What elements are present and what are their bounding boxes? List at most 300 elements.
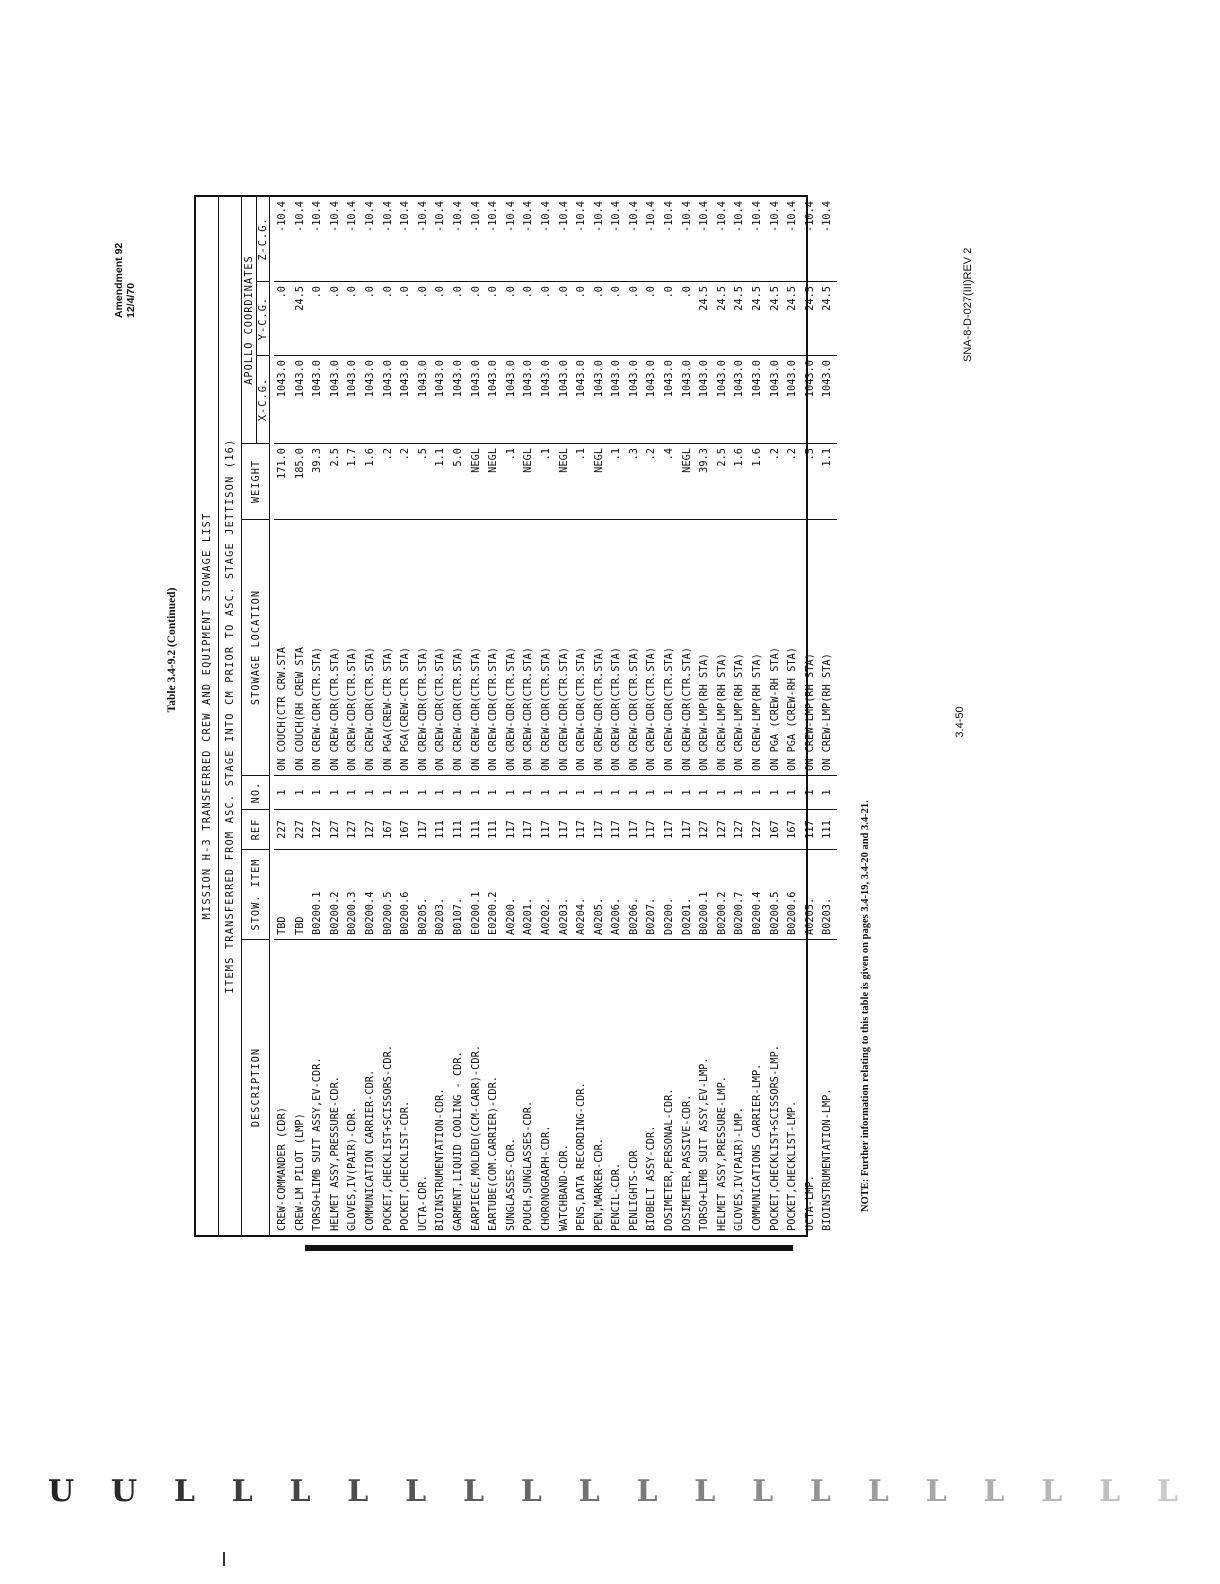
cell-stow: B0200.6	[784, 849, 802, 939]
cell-loc: ON CREW-CDR(CTR.STA)	[643, 519, 661, 775]
strip-glyph: U	[110, 1474, 138, 1509]
strip-glyph: L	[289, 1474, 311, 1509]
cell-x: 1043.0	[397, 355, 415, 443]
col-no: NO.	[242, 775, 269, 809]
cell-ref: 111	[432, 809, 450, 849]
cell-desc: EARTUBE(COM.CARRIER)-CDR.	[485, 939, 503, 1235]
cell-stow: A0205.	[802, 849, 820, 939]
cell-loc: ON CREW-CDR(CTR.STA)	[591, 519, 609, 775]
table-row	[696, 197, 714, 1235]
cell-wt: .1	[503, 443, 521, 519]
table-row	[327, 197, 345, 1235]
cell-z: -10.4	[451, 201, 464, 232]
table-subtitle: ITEMS TRANSFERRED FROM ASC. STAGE INTO CM PRIOR TO ASC. STAGE JETTISON (16)	[224, 438, 236, 994]
cell-stow: A0202.	[538, 849, 556, 939]
cell-x: 1043.0	[661, 355, 679, 443]
strip-glyph: L	[636, 1474, 658, 1509]
cell-loc: ON CREW-LMP(RH STA)	[731, 519, 749, 775]
cell-no: 1	[468, 775, 486, 809]
cell-x: 1043.0	[767, 355, 785, 443]
strip-glyph: L	[462, 1474, 485, 1509]
cell-wt: .1	[538, 443, 556, 519]
col-stowage-location: STOWAGE LOCATION	[242, 519, 269, 775]
cell-desc: DOSIMETER,PERSONAL-CDR.	[661, 939, 679, 1235]
amendment-header	[113, 243, 137, 318]
cell-wt: 1.6	[362, 443, 380, 519]
cell-y: .0	[344, 281, 362, 355]
table-row	[503, 197, 521, 1235]
cell-ref: 117	[520, 809, 538, 849]
cell-desc: BIOBELT ASSY-CDR.	[643, 939, 661, 1235]
cell-desc: CHORONOGRAPH-CDR.	[538, 939, 556, 1235]
cell-loc: ON CREW-CDR(CTR.STA)	[520, 519, 538, 775]
cell-y: 24.5	[819, 281, 837, 355]
cell-loc: ON CREW-CDR(CTR.STA)	[485, 519, 503, 775]
strip-glyph: L	[347, 1474, 369, 1509]
cell-wt: 2.5	[714, 443, 732, 519]
cell-loc: ON CREW-CDR(CTR.STA)	[432, 519, 450, 775]
cell-x: 1043.0	[679, 355, 697, 443]
cell-stow: B0207.	[643, 849, 661, 939]
cell-ref: 127	[696, 809, 714, 849]
cell-desc: GLOVES,IV(PAIR)-CDR.	[344, 939, 362, 1235]
cell-y: 24.5	[749, 281, 767, 355]
table-row	[608, 197, 626, 1235]
cell-loc: ON CREW-LMP(RH STA)	[819, 519, 837, 775]
strip-glyph: L	[1041, 1474, 1063, 1509]
cell-z: -10.4	[557, 201, 570, 232]
cell-stow: E0200.1	[468, 849, 486, 939]
cell-loc: ON CREW-CDR(CTR.STA)	[573, 519, 591, 775]
cell-z: -10.4	[592, 201, 605, 232]
table-row	[362, 197, 380, 1235]
cell-z: -10.4	[328, 201, 341, 232]
cell-x: 1043.0	[802, 355, 820, 443]
cell-x: 1043.0	[538, 355, 556, 443]
cell-wt: .1	[573, 443, 591, 519]
cell-wt: 1.7	[344, 443, 362, 519]
cell-x: 1043.0	[415, 355, 433, 443]
cell-no: 1	[661, 775, 679, 809]
cell-ref: 127	[749, 809, 767, 849]
table-row	[556, 197, 574, 1235]
cell-ref: 127	[714, 809, 732, 849]
cell-stow: A0206.	[608, 849, 626, 939]
cell-x: 1043.0	[591, 355, 609, 443]
cell-wt: .2	[397, 443, 415, 519]
table-row	[661, 197, 679, 1235]
cell-z: -10.4	[416, 201, 429, 232]
cell-stow: A0203.	[556, 849, 574, 939]
cell-wt: NEGL	[485, 443, 503, 519]
table-row	[274, 197, 292, 1235]
table-row	[397, 197, 415, 1235]
cell-y: .0	[415, 281, 433, 355]
cell-wt: 5.0	[450, 443, 468, 519]
cell-desc: GLOVES,IV(PAIR)-LMP.	[731, 939, 749, 1235]
cell-ref: 167	[397, 809, 415, 849]
document-id: SNA-8-D-027(III)REV 2	[962, 247, 974, 362]
cell-y: 24.5	[696, 281, 714, 355]
col-stow-item: STOW. ITEM	[242, 849, 269, 939]
strip-glyph: L	[694, 1474, 716, 1509]
cell-loc: ON CREW-CDR(CTR.STA)	[679, 519, 697, 775]
cell-z: -10.4	[399, 201, 412, 232]
cell-x: 1043.0	[380, 355, 398, 443]
cell-z: -10.4	[733, 201, 746, 232]
cell-stow: B0200.5	[767, 849, 785, 939]
cell-y: .0	[538, 281, 556, 355]
table-title: MISSION H-3 TRANSFERRED CREW AND EQUIPMENT STOWAGE LIST	[196, 197, 219, 1235]
cell-z: -10.4	[610, 201, 623, 232]
cell-wt: 2.5	[327, 443, 345, 519]
cell-stow: B0203.	[432, 849, 450, 939]
cell-wt: .5	[415, 443, 433, 519]
cell-ref: 127	[344, 809, 362, 849]
cell-stow: B0200.4	[749, 849, 767, 939]
cell-x: 1043.0	[608, 355, 626, 443]
cell-no: 1	[784, 775, 802, 809]
cell-desc: PEN,MARKER-CDR.	[591, 939, 609, 1235]
cell-desc: PENS,DATA RECORDING-CDR.	[573, 939, 591, 1235]
cell-desc: SUNGLASSES-CDR.	[503, 939, 521, 1235]
cell-y: 24.5	[731, 281, 749, 355]
cell-stow: B0200.1	[696, 849, 714, 939]
cell-ref: 167	[767, 809, 785, 849]
col-x-cg: X-C.G.	[257, 355, 269, 443]
table-row	[714, 197, 732, 1235]
cell-stow: A0204.	[573, 849, 591, 939]
cell-ref: 117	[591, 809, 609, 849]
cell-wt: NEGL	[468, 443, 486, 519]
cell-y: .0	[608, 281, 626, 355]
cell-x: 1043.0	[749, 355, 767, 443]
cell-desc: POCKET,CHECKLIST+SCISSORS-CDR.	[380, 939, 398, 1235]
cell-ref: 117	[415, 809, 433, 849]
cell-no: 1	[626, 775, 644, 809]
table-row	[643, 197, 661, 1235]
cell-x: 1043.0	[503, 355, 521, 443]
cell-y: 24.5	[714, 281, 732, 355]
cell-x: 1043.0	[731, 355, 749, 443]
cell-loc: ON COUCH(RH CREW STA	[292, 519, 310, 775]
cell-y: 24.5	[767, 281, 785, 355]
table-row	[292, 197, 310, 1235]
col-y-cg: Y-C.G.	[257, 281, 269, 355]
cell-y: .0	[643, 281, 661, 355]
cell-no: 1	[520, 775, 538, 809]
cell-loc: ON CREW-CDR(CTR.STA)	[626, 519, 644, 775]
cell-y: .0	[468, 281, 486, 355]
cell-no: 1	[292, 775, 310, 809]
cell-no: 1	[696, 775, 714, 809]
cell-ref: 227	[274, 809, 292, 849]
cell-loc: ON CREW-CDR(CTR.STA)	[327, 519, 345, 775]
cell-z: -10.4	[751, 201, 764, 232]
cell-stow: E0200.2	[485, 849, 503, 939]
cell-y: 24.5	[784, 281, 802, 355]
cell-ref: 167	[784, 809, 802, 849]
cell-loc: ON CREW-CDR(CTR.STA)	[415, 519, 433, 775]
cell-desc: CREW-COMMANDER (CDR)	[274, 939, 292, 1235]
cell-ref: 117	[573, 809, 591, 849]
cell-desc: TORSO+LIMB SUIT ASSY,EV-CDR.	[309, 939, 327, 1235]
cell-x: 1043.0	[327, 355, 345, 443]
cell-z: -10.4	[768, 201, 781, 232]
cell-no: 1	[362, 775, 380, 809]
cell-wt: 1.6	[731, 443, 749, 519]
table-row	[679, 197, 697, 1235]
cell-desc: COMMUNICATIONS CARRIER-LMP.	[749, 939, 767, 1235]
table-row	[432, 197, 450, 1235]
cell-ref: 117	[538, 809, 556, 849]
strip-glyph: L	[1156, 1474, 1178, 1509]
cell-desc: TORSO+LIMB SUIT ASSY,EV-LMP.	[696, 939, 714, 1235]
cell-ref: 117	[503, 809, 521, 849]
strip-glyph: L	[752, 1474, 774, 1509]
cell-x: 1043.0	[292, 355, 310, 443]
apollo-coordinates-group	[242, 197, 269, 443]
cell-z: -10.4	[627, 201, 640, 232]
divider-bar	[305, 1245, 793, 1251]
cell-desc: UCTA-LMP.	[802, 939, 820, 1235]
table-caption: Table 3.4-9.2 (Continued)	[166, 587, 178, 713]
table-row	[819, 197, 837, 1235]
strip-glyph: L	[231, 1474, 253, 1509]
strip-glyph: L	[1099, 1474, 1121, 1509]
cell-desc: GARMENT,LIQUID COOLING - CDR.	[450, 939, 468, 1235]
cell-y: 24.5	[292, 281, 310, 355]
cell-no: 1	[380, 775, 398, 809]
cell-no: 1	[309, 775, 327, 809]
table-body	[270, 197, 837, 1235]
cell-ref: 167	[380, 809, 398, 849]
table-row	[520, 197, 538, 1235]
cell-x: 1043.0	[468, 355, 486, 443]
cell-stow: B0200.2	[327, 849, 345, 939]
cell-y: .0	[503, 281, 521, 355]
table-row	[591, 197, 609, 1235]
stowage-table	[194, 195, 834, 1237]
cell-loc: ON CREW-CDR(CTR.STA)	[538, 519, 556, 775]
cell-y: .0	[327, 281, 345, 355]
cell-no: 1	[714, 775, 732, 809]
cell-z: -10.4	[381, 201, 394, 232]
table-row	[415, 197, 433, 1235]
cell-loc: ON CREW-CDR(CTR.STA)	[608, 519, 626, 775]
cell-z: -10.4	[539, 201, 552, 232]
cell-x: 1043.0	[556, 355, 574, 443]
cell-z: -10.4	[434, 201, 447, 232]
cell-wt: 1.1	[819, 443, 837, 519]
cell-y: .0	[591, 281, 609, 355]
cell-z: -10.4	[487, 201, 500, 232]
cell-loc: ON CREW-LMP(RH STA)	[714, 519, 732, 775]
cell-x: 1043.0	[784, 355, 802, 443]
cell-loc: ON CREW-LMP(RH STA)	[696, 519, 714, 775]
cell-y: .0	[432, 281, 450, 355]
cell-x: 1043.0	[573, 355, 591, 443]
cell-ref: 117	[626, 809, 644, 849]
table-row	[802, 197, 820, 1235]
cell-wt: 39.3	[309, 443, 327, 519]
cell-ref: 111	[450, 809, 468, 849]
cell-stow: TBD	[292, 849, 310, 939]
cell-stow: D0201.	[679, 849, 697, 939]
cell-loc: ON CREW-CDR(CTR.STA)	[503, 519, 521, 775]
cell-stow: B0200.4	[362, 849, 380, 939]
cell-stow: B0200.7	[731, 849, 749, 939]
cell-desc: UCTA-CDR.	[415, 939, 433, 1235]
cell-desc: DOSIMETER,PASSIVE-CDR.	[679, 939, 697, 1235]
cell-y: .0	[661, 281, 679, 355]
cell-ref: 117	[556, 809, 574, 849]
cell-no: 1	[608, 775, 626, 809]
cell-stow: B0206.	[626, 849, 644, 939]
table-row	[344, 197, 362, 1235]
cell-loc: ON CREW-CDR(CTR.STA)	[468, 519, 486, 775]
cell-loc: ON PGA (CREW-RH STA)	[767, 519, 785, 775]
table-row	[767, 197, 785, 1235]
cell-loc: ON COUCH(CTR CRW.STA	[274, 519, 292, 775]
cell-no: 1	[802, 775, 820, 809]
cell-desc: PENCIL-CDR.	[608, 939, 626, 1235]
cell-no: 1	[397, 775, 415, 809]
cell-no: 1	[767, 775, 785, 809]
cell-desc: EARPIECE,MOLDED(CCM-CARR)-CDR.	[468, 939, 486, 1235]
cell-loc: ON CREW-LMP(RH STA)	[749, 519, 767, 775]
cell-loc: ON CREW-CDR(CTR.STA)	[309, 519, 327, 775]
cell-ref: 111	[819, 809, 837, 849]
table-row	[626, 197, 644, 1235]
cell-loc: ON PGA (CREW-RH STA)	[784, 519, 802, 775]
col-z-cg: Z-C.G.	[257, 217, 269, 261]
cell-wt: .4	[661, 443, 679, 519]
cell-x: 1043.0	[819, 355, 837, 443]
cell-y: 24.5	[802, 281, 820, 355]
cell-wt: .2	[380, 443, 398, 519]
cell-desc: HELMET ASSY,PRESSURE-CDR.	[327, 939, 345, 1235]
cell-wt: .2	[767, 443, 785, 519]
cell-ref: 127	[309, 809, 327, 849]
cell-desc: PENLIGHTS-CDR	[626, 939, 644, 1235]
cell-stow: A0200.	[503, 849, 521, 939]
cell-stow: B0200.6	[397, 849, 415, 939]
cell-ref: 117	[802, 809, 820, 849]
cell-no: 1	[432, 775, 450, 809]
cell-ref: 111	[468, 809, 486, 849]
strip-glyph: L	[925, 1474, 947, 1509]
cell-x: 1043.0	[274, 355, 292, 443]
cell-stow: D0200.	[661, 849, 679, 939]
cell-loc: ON CREW-CDR(CTR.STA)	[661, 519, 679, 775]
cell-stow: B0107.	[450, 849, 468, 939]
cell-desc: POCKET,CHECKLIST+SCISSORS-LMP.	[767, 939, 785, 1235]
table-row	[731, 197, 749, 1235]
cell-desc: POCKET,CHECKLIST-LMP.	[784, 939, 802, 1235]
cell-y: .0	[573, 281, 591, 355]
cell-z: -10.4	[786, 201, 799, 232]
cell-no: 1	[450, 775, 468, 809]
cell-desc: BIOINSTRUMENTATION-LMP.	[819, 939, 837, 1235]
cell-z: -10.4	[522, 201, 535, 232]
cell-y: .0	[450, 281, 468, 355]
cell-wt: NEGL	[556, 443, 574, 519]
cell-ref: 127	[362, 809, 380, 849]
cell-y: .0	[309, 281, 327, 355]
cell-wt: .1	[608, 443, 626, 519]
cell-x: 1043.0	[485, 355, 503, 443]
amendment-date: 12/4/70	[125, 282, 137, 318]
strip-glyph: L	[520, 1474, 542, 1509]
cell-x: 1043.0	[696, 355, 714, 443]
cell-z: -10.4	[504, 201, 517, 232]
table-note: NOTE: Further information relating to this table is given on pages 3.4-19, 3.4-20 and 3.4-21.	[860, 800, 871, 1212]
cell-wt: 1.1	[432, 443, 450, 519]
strip-glyph: L	[578, 1474, 600, 1509]
cell-stow: B0200.3	[344, 849, 362, 939]
cell-wt: NEGL	[679, 443, 697, 519]
cell-z: -10.4	[821, 201, 834, 232]
cell-wt: 185.0	[292, 443, 310, 519]
cell-loc: ON CREW-CDR(CTR.STA)	[556, 519, 574, 775]
cell-y: .0	[626, 281, 644, 355]
cell-z: -10.4	[803, 201, 816, 232]
cell-z: -10.4	[680, 201, 693, 232]
cell-wt: 1.6	[749, 443, 767, 519]
cell-wt: 39.3	[696, 443, 714, 519]
col-weight: WEIGHT	[242, 443, 269, 519]
cell-no: 1	[749, 775, 767, 809]
cell-z: -10.4	[363, 201, 376, 232]
table-row	[450, 197, 468, 1235]
cell-loc: ON PGA(CREW-CTR STA)	[397, 519, 415, 775]
cell-x: 1043.0	[520, 355, 538, 443]
cell-ref: 117	[679, 809, 697, 849]
cell-wt: .2	[784, 443, 802, 519]
amendment-label: Amendment 92	[113, 242, 125, 318]
cell-desc: POUCH,SUNGLASSES-CDR.	[520, 939, 538, 1235]
cell-stow: TBD	[274, 849, 292, 939]
page-number: 3.4-50	[954, 706, 966, 738]
cell-ref: 227	[292, 809, 310, 849]
cell-desc: BIOINSTRUMENTATION-CDR.	[432, 939, 450, 1235]
cell-no: 1	[274, 775, 292, 809]
cell-ref: 117	[608, 809, 626, 849]
cell-wt: 171.0	[274, 443, 292, 519]
cell-desc: COMMUNICATION CARRIER-CDR.	[362, 939, 380, 1235]
cell-x: 1043.0	[643, 355, 661, 443]
cell-z: -10.4	[698, 201, 711, 232]
cell-z: -10.4	[276, 201, 288, 232]
strip-glyph: L	[173, 1474, 195, 1509]
cell-desc: WATCHBAND-CDR.	[556, 939, 574, 1235]
cell-no: 1	[573, 775, 591, 809]
cell-stow: B0200.5	[380, 849, 398, 939]
table-row	[309, 197, 327, 1235]
cell-x: 1043.0	[626, 355, 644, 443]
cell-no: 1	[344, 775, 362, 809]
cell-stow: A0205.	[591, 849, 609, 939]
table-row	[538, 197, 556, 1235]
cell-x: 1043.0	[362, 355, 380, 443]
table-row	[749, 197, 767, 1235]
cell-stow: B0200.1	[309, 849, 327, 939]
strip-glyph: L	[809, 1474, 832, 1509]
cell-x: 1043.0	[309, 355, 327, 443]
cell-desc: HELMET ASSY,PRESSURE-LMP.	[714, 939, 732, 1235]
cell-y: .0	[485, 281, 503, 355]
